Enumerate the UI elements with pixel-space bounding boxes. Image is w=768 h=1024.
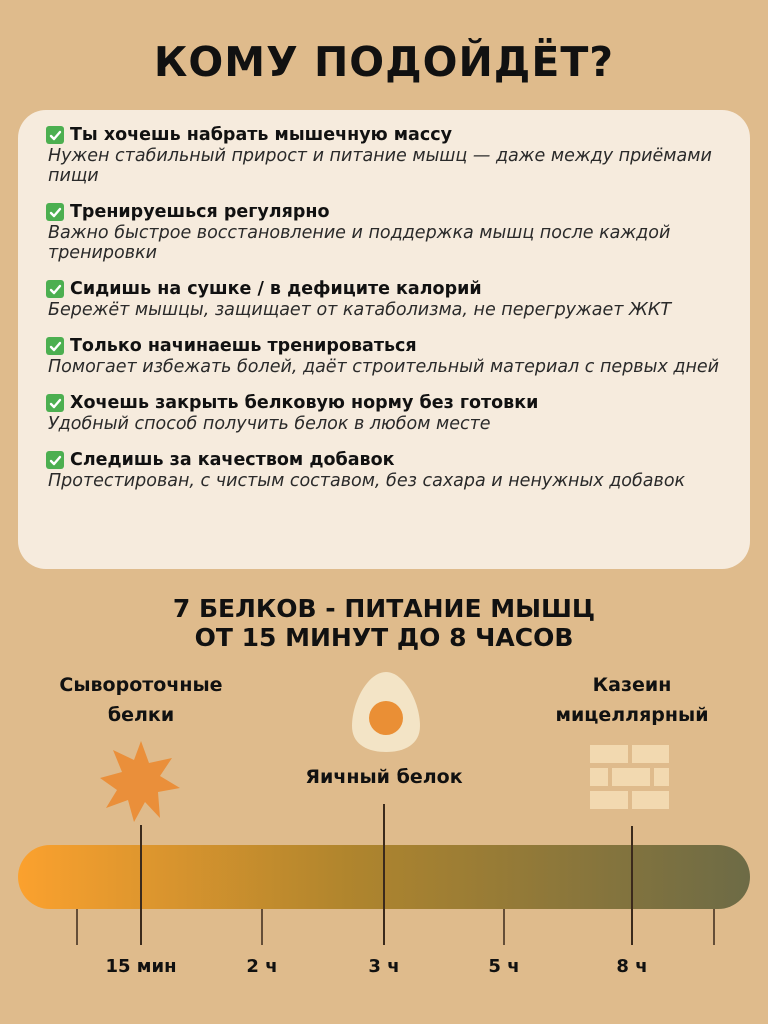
- tick-label: 15 мин: [105, 956, 177, 977]
- item-title: Ты хочешь набрать мышечную массу: [70, 125, 453, 145]
- egg-label: Яичный белок: [305, 766, 463, 788]
- casein-bricks-icon: [590, 745, 669, 809]
- item-description: Нужен стабильный прирост и питание мышц — даже между приёмами пищи: [48, 146, 712, 186]
- whey-label-line: Сывороточные: [59, 674, 223, 696]
- casein-label-line: мицеллярный: [555, 704, 709, 726]
- item-description: Протестирован, с чистым составом, без сахара и ненужных добавок: [48, 471, 686, 491]
- item-title: Тренируешься регулярно: [70, 202, 330, 222]
- tick-label: 3 ч: [368, 956, 400, 977]
- item-description: Помогает избежать болей, даёт строительный материал с первых дней: [48, 357, 720, 377]
- page-title: КОМУ ПОДОЙДЁТ?: [153, 38, 615, 86]
- item-title: Только начинаешь тренироваться: [70, 336, 417, 356]
- timeline-title-line: ОТ 15 МИНУТ ДО 8 ЧАСОВ: [194, 623, 574, 652]
- tick-label: 2 ч: [246, 956, 278, 977]
- item-title: Сидишь на сушке / в дефиците калорий: [70, 279, 482, 299]
- whey-label-line: белки: [107, 704, 175, 726]
- item-description: Бережёт мышцы, защищает от катаболизма, не перегружает ЖКТ: [48, 300, 672, 320]
- casein-label: [532, 670, 732, 730]
- item-description: Важно быстрое восстановление и поддержка мышц после каждой тренировки: [48, 223, 671, 263]
- tick-label: 5 ч: [488, 956, 520, 977]
- casein-label-line: Казеин: [592, 674, 672, 696]
- tick-label: 8 ч: [616, 956, 648, 977]
- item-title: Хочешь закрыть белковую норму без готовки: [70, 393, 539, 413]
- timeline-title-line: 7 БЕЛКОВ - ПИТАНИЕ МЫШЦ: [172, 594, 596, 623]
- item-title: Следишь за качеством добавок: [70, 450, 395, 470]
- item-description: Удобный способ получить белок в любом месте: [48, 414, 491, 434]
- egg-icon: [352, 672, 420, 752]
- whey-label: [41, 670, 241, 730]
- whey-star-icon: [100, 741, 180, 822]
